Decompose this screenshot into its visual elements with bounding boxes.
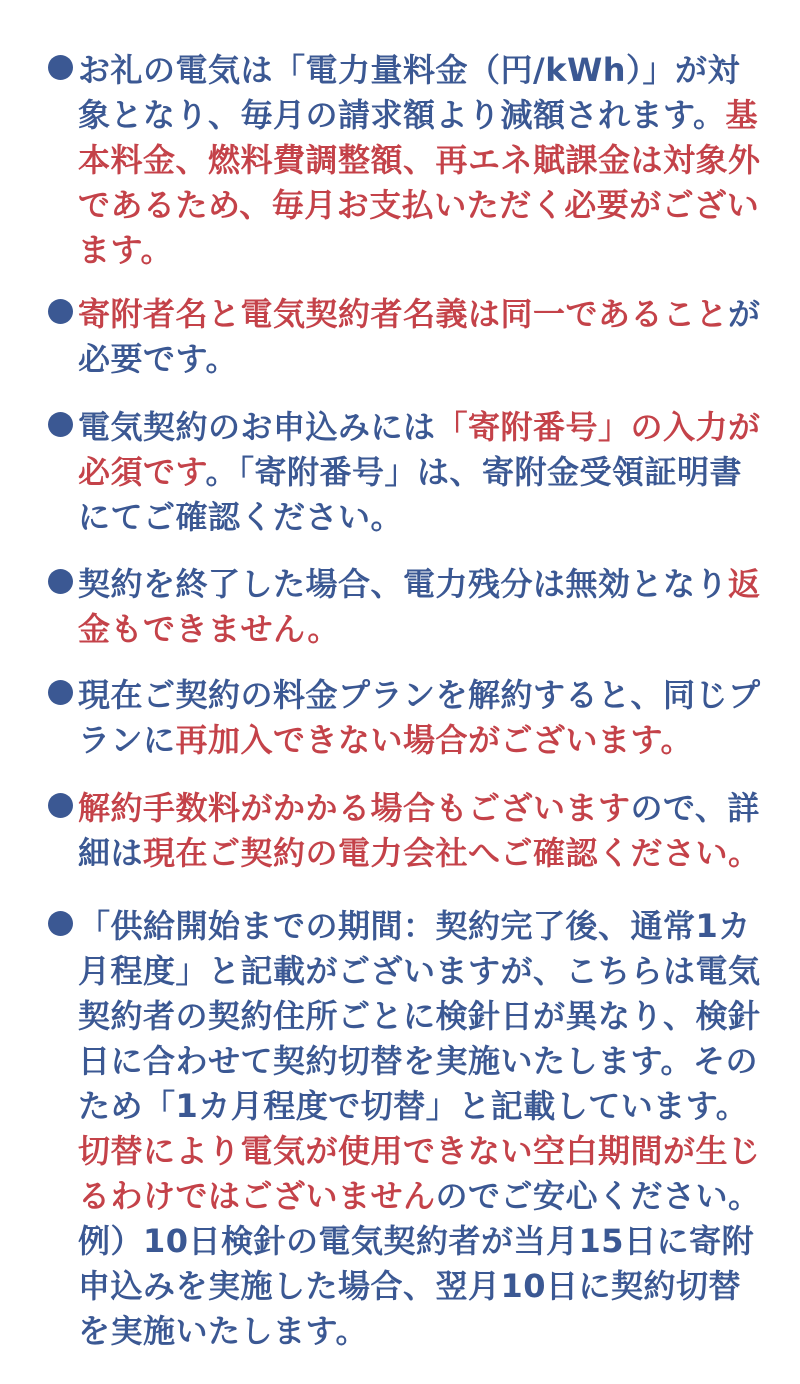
note-2-segment-1-highlight: 寄附者名と電気契約者名義は同一であること: [78, 295, 729, 333]
note-2-segment-2: が必要です。: [78, 295, 761, 378]
note-text: [78, 673, 768, 763]
note-1-segment-2-highlight: 基本料金、燃料費調整額、再エネ賦課金は対象外であるため、毎月お支払いただく必要がございます。: [78, 96, 761, 269]
note-6-segment-3-highlight: 現在ご契約の電力会社へご確認ください。: [143, 834, 761, 872]
note-7: [48, 904, 768, 1354]
bullet-dot-icon: [48, 911, 73, 936]
note-text: [78, 292, 768, 382]
note-7-segment-3: のでご安心ください。: [435, 1177, 761, 1215]
note-6: [48, 786, 768, 876]
bullet-dot-icon: [48, 412, 73, 437]
note-1-segment-1: お礼の電気は「電力量料金（円/kWh）」が対象となり、毎月の請求額より減額されます。: [78, 51, 741, 134]
note-3-segment-1: 電気契約のお申込みには: [78, 408, 436, 446]
note-5: [48, 673, 768, 763]
bullet-dot-icon: [48, 55, 73, 80]
note-7-segment-2-highlight: 切替により電気が使用できない空白期間が生じるわけではございません: [78, 1132, 761, 1215]
note-1: [48, 48, 768, 273]
note-text: [78, 562, 768, 652]
note-4-segment-1: 契約を終了した場合、電力残分は無効となり: [78, 565, 729, 603]
note-4-segment-2-highlight: 返金もできません。: [78, 565, 761, 648]
note-text: [78, 405, 768, 540]
note-3-segment-2-highlight: 「寄附番号」の入力が必須です: [78, 408, 761, 491]
note-6-segment-1-highlight: 解約手数料がかかる場合もございます: [78, 789, 631, 827]
note-text: [78, 48, 768, 273]
bullet-dot-icon: [48, 793, 73, 818]
bullet-dot-icon: [48, 299, 73, 324]
note-7-example: 例）10日検針の電気契約者が当月15日に寄附申込みを実施した場合、翌月10日に契約切替を実施いたします。: [78, 1222, 755, 1350]
note-5-segment-2-highlight: 再加入できない場合がございます。: [175, 721, 693, 759]
note-6-segment-2: ので、詳細は: [78, 789, 760, 872]
note-text: [78, 904, 768, 1354]
note-text: [78, 786, 768, 876]
note-2: [48, 292, 768, 382]
bullet-dot-icon: [48, 680, 73, 705]
note-3: [48, 405, 768, 540]
bullet-dot-icon: [48, 569, 73, 594]
note-3-segment-3: 。「寄附番号」は、寄附金受領証明書にてご確認ください。: [78, 453, 742, 536]
note-5-segment-1: 現在ご契約の料金プランを解約すると、同じプランに: [78, 676, 761, 759]
note-7-segment-1: 「供給開始までの期間：契約完了後、通常1カ月程度」と記載がございますが、こちらは電気契約者の契約住所ごとに検針日が異なり、検針日に合わせて契約切替を実施いたします。そのため「1カ月程度で切替」と記載しています。: [78, 907, 761, 1125]
note-4: [48, 562, 768, 652]
